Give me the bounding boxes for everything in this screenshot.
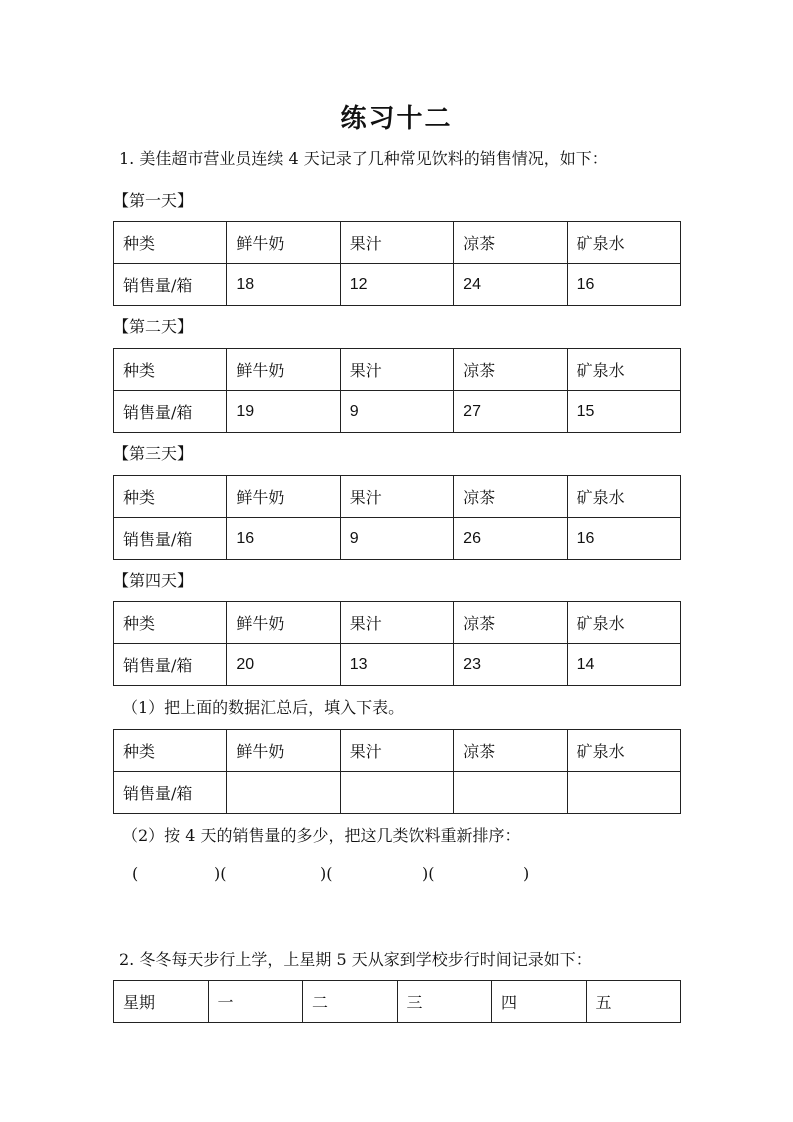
table-row: [114, 349, 681, 391]
value-cell: 24: [454, 264, 567, 306]
row-label-cell: 销售量/箱: [114, 518, 227, 560]
answer-cell[interactable]: [454, 772, 567, 814]
header-cell: 矿泉水: [567, 476, 680, 518]
value-cell: 15: [567, 391, 680, 433]
row-label-cell: 销售量/箱: [114, 264, 227, 306]
header-cell: 鲜牛奶: [227, 602, 340, 644]
table-row: [114, 772, 681, 814]
table-row: [114, 264, 681, 306]
paren-separator: )(: [214, 864, 227, 883]
header-cell: 五: [586, 981, 681, 1023]
header-cell: 凉茶: [454, 602, 567, 644]
page-title: 练习十二: [340, 104, 453, 134]
header-cell: 矿泉水: [567, 222, 680, 264]
header-cell: 果汁: [340, 222, 453, 264]
header-cell: 鲜牛奶: [227, 730, 340, 772]
ranking-blanks[interactable]: [132, 864, 552, 884]
day-1-label: 【第一天】: [113, 191, 194, 210]
header-cell: 种类: [114, 602, 227, 644]
paren-close: ): [523, 864, 530, 883]
question-1-intro: 1. 美佳超市营业员连续 4 天记录了几种常见饮料的销售情况，如下：: [119, 149, 608, 168]
header-cell: 鲜牛奶: [227, 222, 340, 264]
table-row: [114, 602, 681, 644]
table-row: [114, 644, 681, 686]
header-cell: 果汁: [340, 730, 453, 772]
answer-cell[interactable]: [227, 772, 340, 814]
header-cell: 果汁: [340, 602, 453, 644]
row-label-cell: 销售量/箱: [114, 644, 227, 686]
value-cell: 16: [567, 264, 680, 306]
header-cell: 凉茶: [454, 349, 567, 391]
value-cell: 12: [340, 264, 453, 306]
day-1-table: [113, 221, 681, 306]
table-row: [114, 518, 681, 560]
header-cell: 种类: [114, 476, 227, 518]
header-cell: 四: [492, 981, 587, 1023]
day-4-table: [113, 601, 681, 686]
header-cell: 果汁: [340, 349, 453, 391]
value-cell: 14: [567, 644, 680, 686]
header-cell: 三: [397, 981, 492, 1023]
header-cell: 矿泉水: [567, 730, 680, 772]
row-label-cell: 销售量/箱: [114, 391, 227, 433]
sub-question-2: （2）按 4 天的销售量的多少，把这几类饮料重新排序：: [122, 826, 521, 845]
value-cell: 16: [567, 518, 680, 560]
table-row: [114, 730, 681, 772]
header-cell: 凉茶: [454, 222, 567, 264]
header-cell: 矿泉水: [567, 349, 680, 391]
header-cell: 鲜牛奶: [227, 349, 340, 391]
value-cell: 27: [454, 391, 567, 433]
day-2-label: 【第二天】: [113, 317, 194, 336]
answer-cell[interactable]: [567, 772, 680, 814]
value-cell: 20: [227, 644, 340, 686]
table-row: [114, 476, 681, 518]
value-cell: 13: [340, 644, 453, 686]
value-cell: 23: [454, 644, 567, 686]
sub-question-1: （1）把上面的数据汇总后，填入下表。: [122, 698, 405, 717]
table-row: [114, 981, 681, 1023]
day-3-label: 【第三天】: [113, 444, 194, 463]
day-4-label: 【第四天】: [113, 571, 194, 590]
header-cell: 凉茶: [454, 730, 567, 772]
paren-separator: )(: [422, 864, 435, 883]
value-cell: 16: [227, 518, 340, 560]
value-cell: 26: [454, 518, 567, 560]
header-cell: 凉茶: [454, 476, 567, 518]
header-cell: 种类: [114, 349, 227, 391]
header-cell: 果汁: [340, 476, 453, 518]
day-2-table: [113, 348, 681, 433]
answer-cell[interactable]: [340, 772, 453, 814]
paren-open: (: [132, 864, 139, 883]
header-cell: 种类: [114, 222, 227, 264]
paren-separator: )(: [320, 864, 333, 883]
walking-time-table: [113, 980, 681, 1023]
header-cell: 矿泉水: [567, 602, 680, 644]
summary-table: [113, 729, 681, 814]
header-cell: 鲜牛奶: [227, 476, 340, 518]
header-cell: 一: [208, 981, 303, 1023]
header-cell: 种类: [114, 730, 227, 772]
value-cell: 19: [227, 391, 340, 433]
value-cell: 9: [340, 391, 453, 433]
table-row: [114, 391, 681, 433]
day-3-table: [113, 475, 681, 560]
table-row: [114, 222, 681, 264]
row-label-cell: 销售量/箱: [114, 772, 227, 814]
question-2-intro: 2. 冬冬每天步行上学，上星期 5 天从家到学校步行时间记录如下：: [119, 950, 592, 969]
value-cell: 9: [340, 518, 453, 560]
value-cell: 18: [227, 264, 340, 306]
header-cell: 星期: [114, 981, 209, 1023]
header-cell: 二: [303, 981, 398, 1023]
